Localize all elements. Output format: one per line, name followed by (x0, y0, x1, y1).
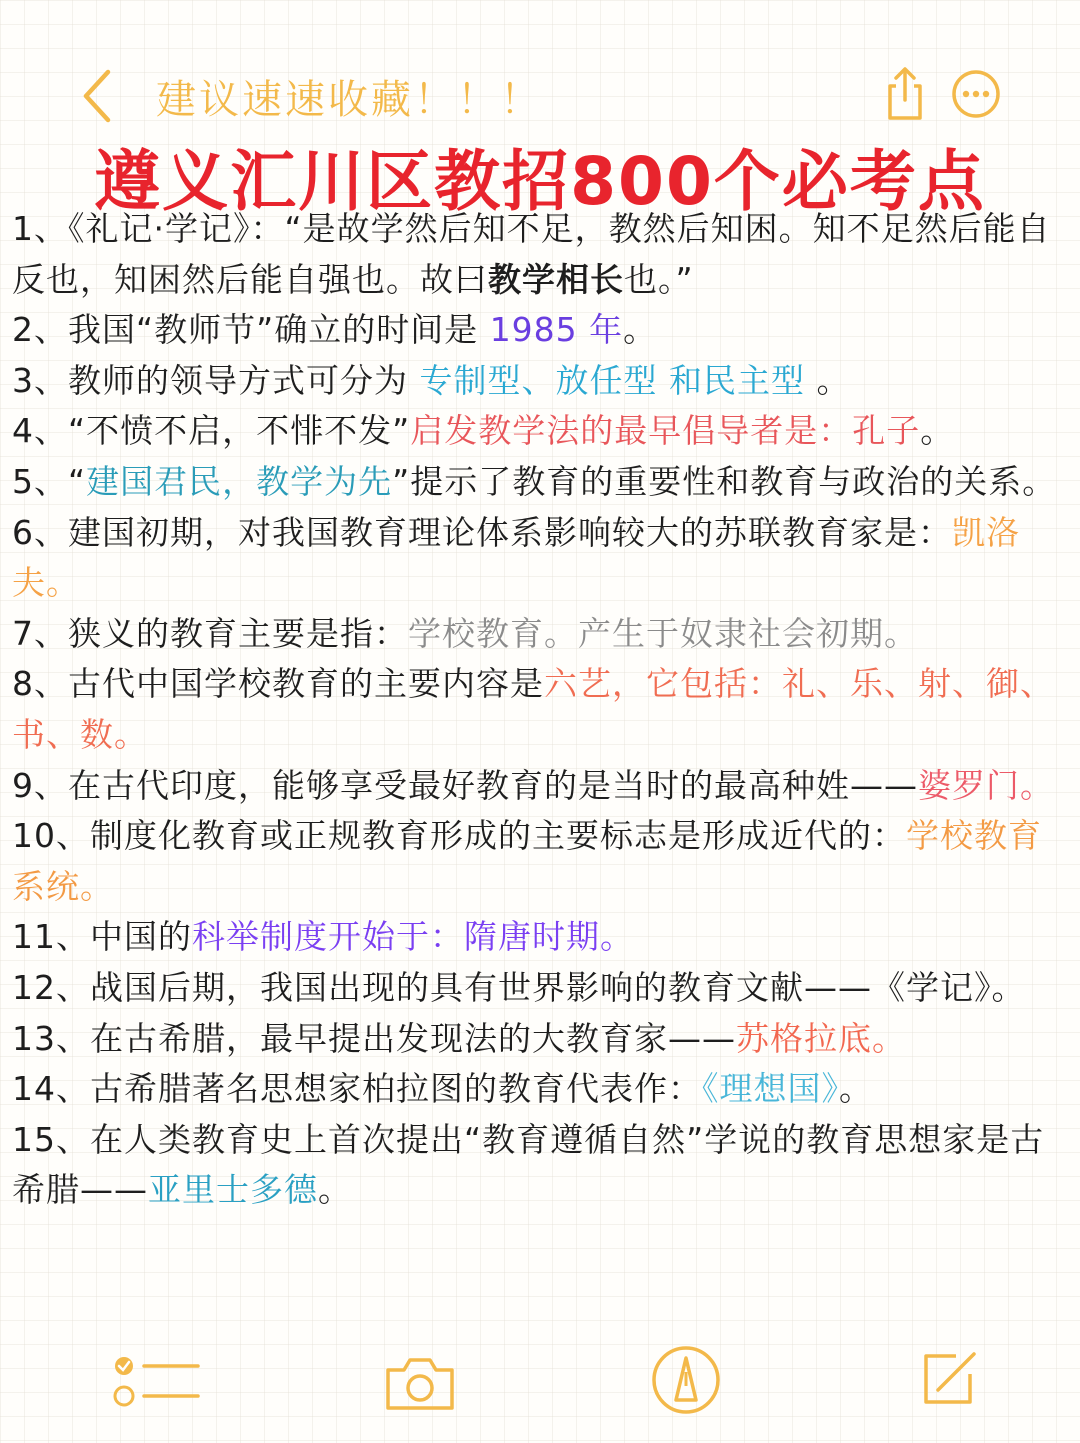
item-text: 在古代印度，能够享受最好教育的是当时的最高种姓—— (68, 765, 918, 805)
item-text: 古代中国学校教育的主要内容是 (68, 664, 544, 704)
item-text-end: 。 (623, 310, 658, 350)
list-item (12, 1115, 1072, 1216)
list-item (12, 508, 1072, 609)
item-highlight: 苏格拉底。 (736, 1018, 906, 1058)
camera-icon (382, 1352, 458, 1414)
item-number: 4、 (12, 411, 68, 451)
list-item (12, 305, 1072, 356)
camera-button[interactable] (382, 1352, 458, 1418)
list-item (12, 1064, 1072, 1115)
item-text: 我国“教师节”确立的时间是 (68, 310, 490, 350)
list-item (12, 406, 1072, 457)
item-text-end: 。 (839, 1069, 873, 1109)
top-bar (0, 60, 1080, 130)
item-text-end: 。 (318, 1170, 352, 1210)
compose-icon (916, 1346, 982, 1412)
item-text: 战国后期，我国出现的具有世界影响的教育文献——《学记》。 (90, 967, 1026, 1007)
item-number: 1、 (12, 209, 68, 248)
item-text: 在古希腊，最早提出发现法的大教育家—— (90, 1018, 736, 1058)
item-highlight: 学校教育系统。 (12, 816, 1042, 906)
item-text: 中国的 (90, 917, 192, 957)
item-text: 《礼记·学记》：“是故学然后知不足，教然后知困。知不足然后能自反也，知困然后能自强也。故曰 (12, 209, 1051, 299)
item-number: 14、 (12, 1069, 90, 1109)
item-highlight: 启发教学法的最早倡导者是：孔子 (410, 411, 921, 451)
item-highlight: 专制型、放任型 和民主型 (419, 360, 805, 400)
item-number: 2、 (12, 310, 68, 350)
list-item (12, 356, 1072, 407)
item-number: 15、 (12, 1119, 90, 1159)
item-text-end: 。 (920, 411, 955, 451)
item-highlight: 1985 年 (489, 310, 624, 350)
list-item (12, 1014, 1072, 1065)
item-number: 12、 (12, 967, 90, 1007)
item-highlight: 学校教育。产生于奴隶社会初期。 (408, 613, 918, 653)
checklist-icon (108, 1348, 204, 1412)
item-number: 7、 (12, 613, 68, 653)
item-text: 制度化教育或正规教育形成的主要标志是形成近代的： (90, 816, 906, 856)
more-dots-icon (950, 68, 1002, 120)
item-number: 5、 (12, 461, 68, 501)
list-item (12, 659, 1072, 760)
item-number: 10、 (12, 816, 90, 856)
list-item (12, 811, 1072, 912)
item-number: 8、 (12, 664, 68, 704)
item-number: 13、 (12, 1018, 90, 1058)
back-button[interactable] (74, 64, 124, 124)
list-item (12, 963, 1072, 1014)
item-text-end: 也。” (624, 259, 694, 299)
list-item (12, 457, 1072, 508)
item-highlight: 亚里士多德 (148, 1170, 318, 1210)
item-highlight: 凯洛夫。 (12, 512, 1020, 603)
pen-button[interactable] (648, 1342, 724, 1422)
checklist-button[interactable] (108, 1348, 204, 1416)
list-item (12, 204, 1072, 305)
item-number: 11、 (12, 917, 90, 957)
item-highlight: 《理想国》 (702, 1069, 839, 1109)
list-item (12, 912, 1072, 963)
item-highlight: 六艺，它包括：礼、乐、射、御、书、数。 (12, 664, 1054, 754)
item-number: 6、 (12, 512, 68, 552)
item-text: 教师的领导方式可分为 (68, 360, 420, 400)
pen-icon (648, 1342, 724, 1418)
more-button[interactable] (950, 68, 1002, 120)
item-text: 古希腊著名思想家柏拉图的教育代表作： (90, 1069, 702, 1109)
note-content (12, 204, 1072, 1216)
item-highlight: 建国君民，教学为先 (86, 461, 393, 501)
item-number: 9、 (12, 765, 68, 805)
item-text: “ (68, 461, 87, 501)
share-button[interactable] (880, 64, 930, 124)
list-item (12, 609, 1072, 660)
item-text: “不愤不启，不悱不发” (68, 411, 411, 451)
item-number: 3、 (12, 360, 68, 400)
item-text-end: 。 (805, 360, 851, 400)
item-highlight: 科举制度开始于：隋唐时期。 (192, 917, 634, 957)
banner-text: 建议速速收藏！！！ (156, 77, 543, 123)
item-text-end: ”提示了教育的重要性和教育与政治的关系。 (392, 461, 1057, 501)
item-highlight: 婆罗门。 (918, 765, 1054, 805)
item-highlight: 教学相长 (488, 259, 624, 299)
item-text: 建国初期，对我国教育理论体系影响较大的苏联教育家是： (68, 512, 952, 552)
page-title: 遵义汇川区教招800个必考点 (94, 143, 986, 220)
compose-button[interactable] (916, 1346, 982, 1416)
item-text: 狭义的教育主要是指： (68, 613, 408, 653)
bottom-toolbar (0, 1340, 1080, 1443)
share-icon (880, 64, 930, 124)
item-text: 在人类教育史上首次提出“教育遵循自然”学说的教育思想家是古希腊—— (12, 1119, 1045, 1210)
chevron-left-icon (74, 64, 124, 124)
list-item (12, 761, 1072, 812)
